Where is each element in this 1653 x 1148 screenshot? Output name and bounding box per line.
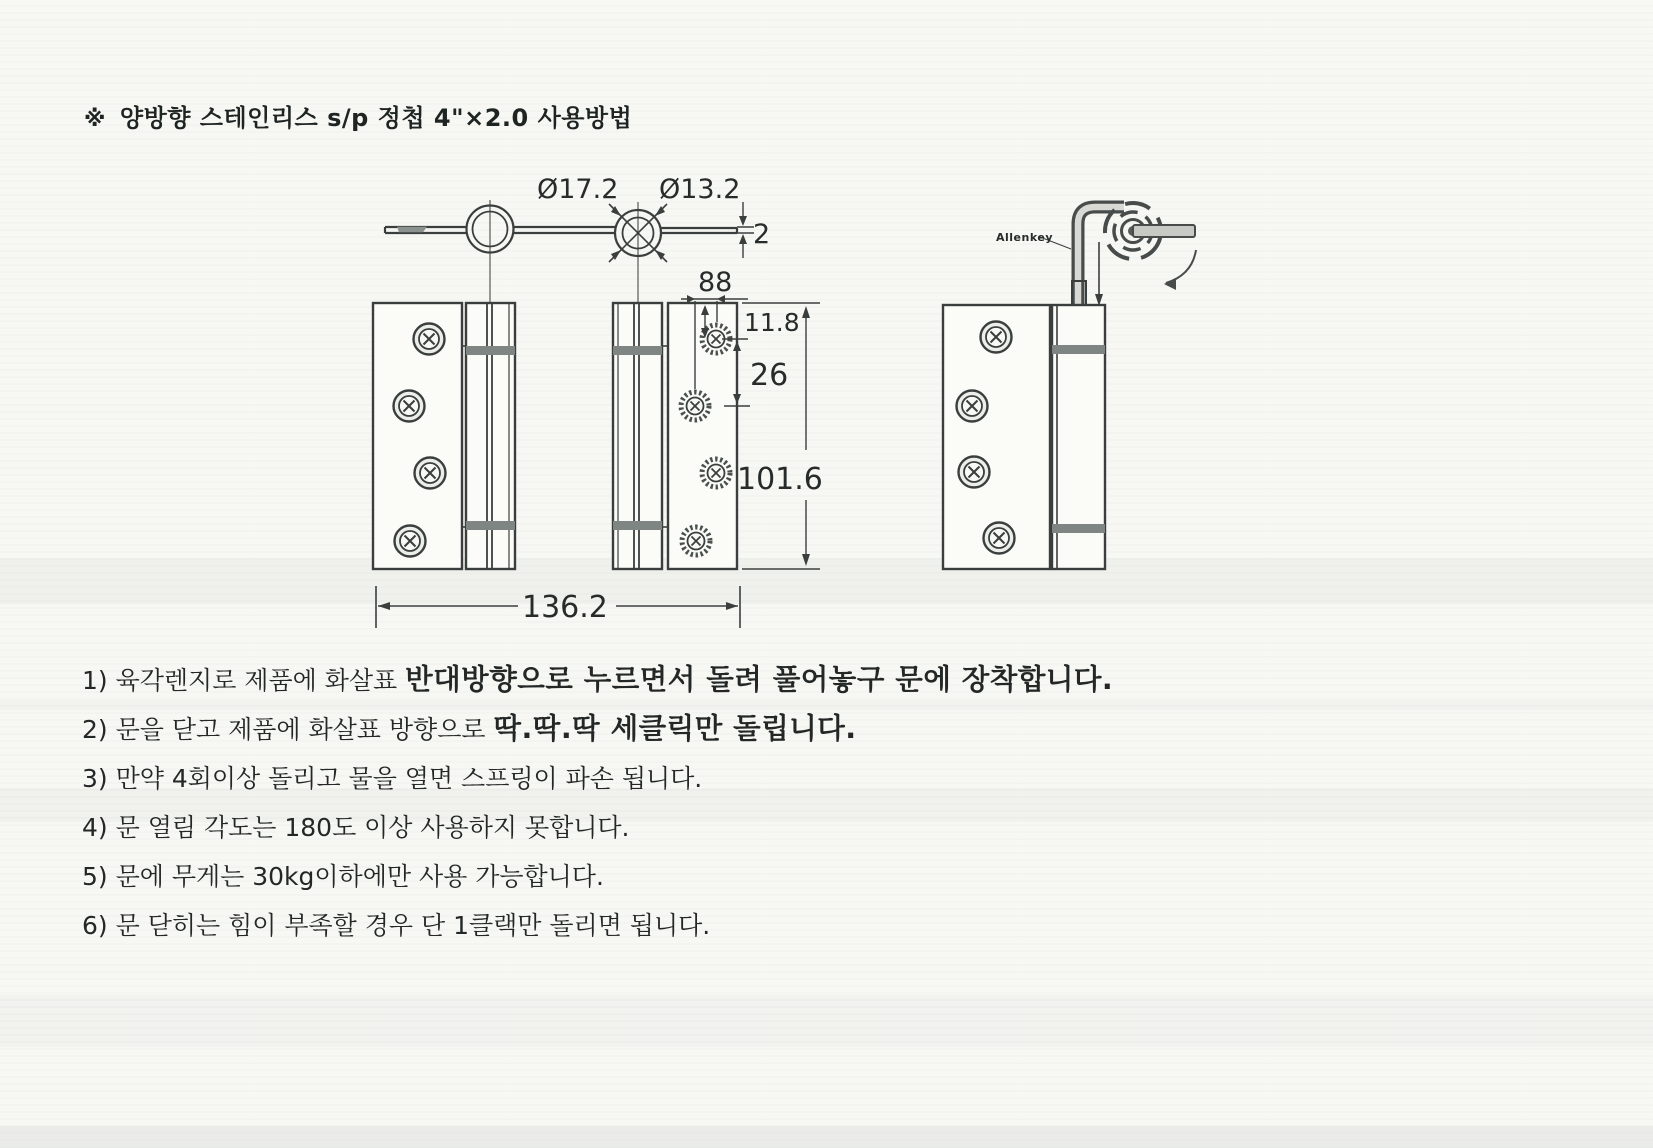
technical-drawing	[340, 150, 1270, 640]
instruction-line-6	[82, 900, 1602, 949]
instruction-line-3	[82, 753, 1602, 802]
instruction-line-1	[82, 655, 1602, 704]
scan-streak	[0, 1126, 1653, 1148]
scan-streak	[0, 995, 1653, 1047]
instruction-text: 1) 육각렌지로 제품에 화살표	[82, 666, 406, 695]
instruction-text: 6) 문 닫히는 힘이 부족할 경우 단 1클랙만 돌리면 됩니다.	[82, 911, 711, 940]
screw-hole	[981, 322, 1012, 353]
leaf-tip-slot	[397, 227, 427, 232]
dim-thickness	[737, 202, 754, 258]
rotate-arrowhead	[1164, 278, 1176, 290]
instruction-line-2	[82, 704, 1602, 753]
front-view	[373, 303, 737, 569]
dim-height-label: 101.6	[737, 462, 823, 497]
screw-hole	[414, 324, 445, 355]
screw-hole	[415, 458, 446, 489]
dim-inner-dia-label: Ø13.2	[659, 174, 741, 205]
top-view	[385, 204, 737, 262]
instruction-emphasis: 딱.딱.딱 세클릭만 돌립니다.	[493, 712, 857, 745]
instruction-emphasis: 반대방향으로 누르면서 돌려 풀어놓구 문에 장착합니다.	[405, 663, 1114, 696]
dim-open-width-label: 136.2	[522, 590, 608, 625]
instruction-line-5	[82, 851, 1602, 900]
instructions-list	[82, 655, 1602, 949]
screw-hole	[959, 457, 990, 488]
screw-hole	[957, 391, 988, 422]
instruction-text: 2) 문을 닫고 제품에 화살표 방향으로	[82, 715, 494, 744]
side-view	[943, 281, 1105, 569]
instruction-line-4	[82, 802, 1602, 851]
instruction-text: 5) 문에 무게는 30kg이하에만 사용 가능합니다.	[82, 862, 604, 891]
dim-top-offset-label: 11.8	[744, 308, 800, 337]
screw-hole	[984, 523, 1015, 554]
dim-hole-pitch-label: 26	[750, 358, 789, 393]
rotate-arrow	[1166, 250, 1196, 283]
screw-hole	[395, 526, 426, 557]
allen-key-illustration	[1040, 207, 1124, 316]
key-in-spring-bar	[1133, 225, 1195, 237]
document-title-row	[84, 98, 632, 133]
screw-hole	[394, 391, 425, 422]
dim-thickness-label: 2	[753, 219, 771, 250]
instruction-text: 3) 만약 4회이상 돌리고 물을 열면 스프링이 파손 됩니다.	[82, 764, 703, 793]
dim-outer-dia-label: Ø17.2	[537, 174, 619, 205]
reference-mark: ※	[84, 107, 106, 132]
page-title: 양방향 스테인리스 s/p 정첩 4"×2.0 사용방법	[119, 104, 633, 132]
dim-height	[742, 303, 820, 569]
allen-key-label: Allenkey	[996, 231, 1053, 244]
dim-hole-stagger-label: 88	[698, 267, 733, 298]
instruction-text: 4) 문 열림 각도는 180도 이상 사용하지 못합니다.	[82, 813, 630, 842]
